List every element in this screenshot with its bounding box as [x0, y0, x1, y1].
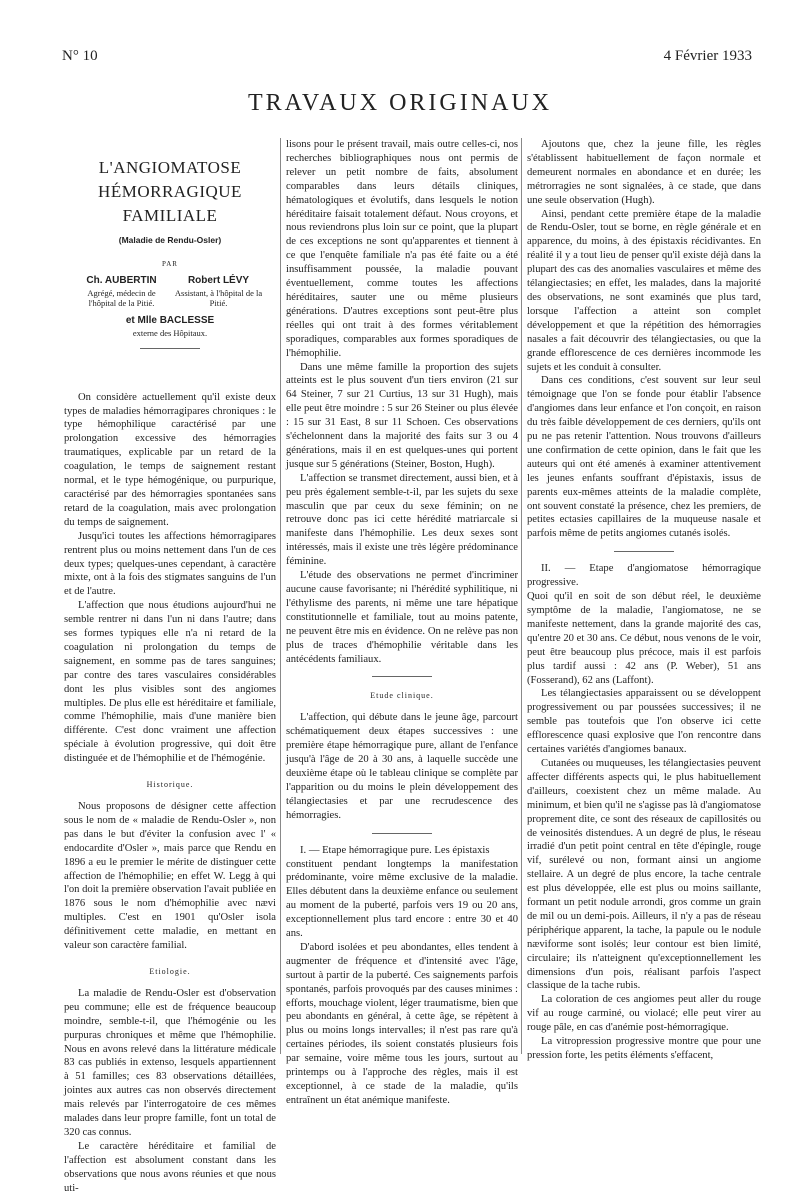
- page-header: [62, 48, 752, 68]
- paragraph: La maladie de Rendu-Osler est d'observation peu commune; elle est de fréquence beaucoup moindre, semble-t-il, que l'hémogénie ou les purpuras chroniques et même que l'hémophilie. Nous en avons relevé dans la littérature médicale 83 cas publiés in extenso, lesquels appartiennent à 51 familles; ces 83 observations détaillées, jointes aux autres cas non observés directement mais relevés par l'interrogatoire de ces mêmes malades dans leur propre famille, font un total de 320 cas connus.: [64, 987, 276, 1138]
- paragraph: On considère actuellement qu'il existe deux types de maladies hémorragipares chroniques : le type hémophilique caractérisé par une prolongation excessive des hémorragies traumatiques, explicable par un retard de la coagulation, le temps de saignement restant normal, et le type hémogénique, ou purpurique, caractérisé par des hémorragies spontanées sans retard de la coagulation, mais avec prolongation du temps de saignement.: [64, 391, 276, 528]
- paragraph: La coloration de ces angiomes peut aller du rouge vif au rouge carminé, ou violacé; elle peut virer au rouge pâle, en cas d'anémie post-hémorragique.: [527, 994, 761, 1034]
- section-heading: Etiologie.: [149, 966, 191, 976]
- paragraph: D'abord isolées et peu abondantes, elles tendent à augmenter de fréquence et d'intensité avec l'âge, surtout à partir de la puberté. Ces saignements parfois spontanés, parfois provoqués par des causes minimes : efforts, mouchage violent, léger traumatisme, bien que peu abondants en général, à cette âge, se répètent à plus ou moins longs intervalles; il n'est pas rare qu'à certaines périodes, ils soient constatés plusieurs fois par semaine, voire même tous les jours, surtout au printemps ou à l'approche des règles, mais il est exceptionnel, à ce stade de la maladie, qu'ils entraînent un état anémique manifeste.: [286, 941, 518, 1106]
- paragraph: L'affection que nous étudions aujourd'hui ne semble rentrer ni dans l'un ni dans l'autre; dans ses formes typiques elle n'a ni retard de la coagulation ni prolongation du temps de saignement, en somme pas de tares sanguines; par contre des tares vasculaires considérables dont les plus visibles sont des angiomes multiples. De plus elle est héréditaire et familiale, comme l'hémophilie, mais d'une manière bien différente. C'est donc vraiment une affection spéciale à évolution progressive, qui doit être distinguée et de l'hémophilie et de l'hémogénie.: [64, 600, 276, 765]
- paragraph: lisons pour le présent travail, mais outre celles-ci, nos recherches bibliographiques nous ont permis de relever un petit nombre de faits, absolument comparables dans leurs détails cliniques, hématologiques et évolutifs, dans lesquels le notion héréditaire faisait totalement défaut. Nous croyons, et nous reviendrons plus loin sur ce point, que la plupart de ces exceptions ne sont qu'apparentes et tiennent à ce que l'enquête familiale n'a pas été faite ou a été insuffisamment poussée, la maladie pouvant éventuellement, comme toutes les affections héréditaires, sauter une ou même plusieurs générations. D'autres exceptions sont peut-être plus réelles qui ont trait à des formes véritablement sporadiques, comparables aux formes sporadiques de l'hémophilie.: [286, 139, 518, 359]
- subsection-heading: II. — Etape d'angiomatose hémorragique progressive.: [527, 563, 761, 589]
- byline-par: PAR: [162, 259, 178, 268]
- column-3: [527, 138, 761, 1070]
- paragraph: Jusqu'ici toutes les affections hémorragipares rentrent plus ou moins nettement dans l'un de ces deux types; quelques-unes cependant, à caractère mixte, ont à la fois des stigmates sanguins de l'un et de l'autre.: [64, 530, 276, 598]
- article-subtitle: (Maladie de Rendu-Osler): [118, 235, 222, 245]
- author-affiliation: Assistant, à l'hôpital de la Pitié.: [174, 287, 263, 308]
- article-title-line: HÉMORRAGIQUE FAMILIALE: [98, 182, 242, 225]
- column-rule: [521, 138, 522, 1054]
- paragraph: L'affection, qui débute dans le jeune âge, parcourt schématiquement deux étapes successives : une première étape hémorragique pure, allant de l'enfance jusqu'à l'âge de 20 à 30 ans, à laquelle succède une deuxième étape où le tableau clinique se complète par l'apparition ou du moins le plein développement des télangiectasies et par une recrudescence des hémorragies.: [286, 712, 518, 821]
- article-title-line: L'ANGIOMATOSE: [98, 158, 242, 177]
- paragraph: La vitropression progressive montre que pour une pression forte, les petits éléments s'effacent,: [527, 1036, 761, 1061]
- paragraph: Ajoutons que, chez la jeune fille, les règles s'établissent habituellement de façon normale et demeurent normales en abondance et en durée; les métrorragies ne sont signalées, à ce stade, que dans une seule observation (Hugh).: [527, 139, 761, 206]
- paragraph: Dans ces conditions, c'est souvent sur leur seul témoignage que l'on se fonde pour établir l'absence d'angiomes dans leur enfance et l'on conçoit, en raison du très faible développement de ces derniers, qu'ils ont pu ne pas retenir l'attention. Nous trouvons d'ailleurs une confirmation de cette opinion, dans le fait que les auteurs qui ont été amenés à examiner attentivement les jeunes enfants souffrant d'épistaxis, issus de parents eux-mêmes atteints de la maladie complète, ont souvent constaté la présence, chez les premiers, de petites ectasies capillaires de la muqueuse nasale et parfois même de petits angiomes cutanés isolés.: [527, 375, 761, 540]
- title-rule: [140, 348, 200, 349]
- issue-number: N° 10: [62, 48, 98, 64]
- paragraph: Ainsi, pendant cette première étape de la maladie de Rendu-Osler, tout se borne, en règle générale et en apparence, du moins, à des épistaxis récidivantes. En réalité il y a tout lieu de penser qu'il existe déjà dans la plupart des cas des anomalies vasculaires et même des télangiectasies; en effet, les malades, dans la majorité des observations, ne sont examinés que plus tard, lorsque l'affection a atteint son complet développement et que la répétition des hémorragies nasales a fait découvrir des télangiectasies, ou que la grande efflorescence de ces dernières incommode les sujets et les conduit à consulter.: [527, 208, 761, 373]
- column-2: [286, 138, 518, 1106]
- paragraph: Le caractère héréditaire et familial de l'affection est absolument constant dans les observations que nous avons réunies et que nous uti-: [64, 1140, 276, 1194]
- author-2: [171, 274, 266, 308]
- authors: [64, 274, 276, 308]
- paragraph: Dans une même famille la proportion des sujets atteints est le plus souvent d'un tiers environ (21 sur 64 Steiner, 7 sur 21 Curtius, 13 sur 31 Hugh), mais elle peut être moindre : 5 sur 26 Steiner ou plus élevée : 15 sur 31 East, 8 sur 11 Schoen. Ces observations s'échelonnent dans la majorité des faits sur 3 ou 4 générations, mais il en est quelques-unes qui portent jusque sur 5 générations (Steiner, Boston, Hugh).: [286, 361, 518, 470]
- paragraph: constituent pendant longtemps la manifestation prédominante, voire même exclusive de la maladie. Elles débutent dans la deuxième enfance ou seulement au moment de la puberté, parfois vers 19 ou 20 ans, exceptionnellement plus tard encore : entre 30 et 40 ans.: [286, 858, 518, 940]
- section-rule: [372, 833, 432, 834]
- paragraph: Quoi qu'il en soit de son début réel, le deuxième symptôme de la maladie, l'angiomatose, ne se manifeste nettement, dans la grande majorité des cas, qu'entre 20 et 30 ans. Ce début, nous venons de le voir, peut être beaucoup plus précoce, mais il est parfois plus tardif aussi : 42 ans (P. Weber), 51 ans (Fosserand), 62 ans (Laffont).: [527, 591, 761, 686]
- paragraph: L'affection se transmet directement, aussi bien, et à peu près également semble-t-il, par les sujets du sexe masculin que par ceux du sexe féminin; on ne retrouve donc pas ici cette hérédité matriarcale si manifeste dans l'hémophilie. Les deux sexes sont intéressés, mais il existe une très légère prédominance féminine.: [286, 472, 518, 568]
- paragraph: Nous proposons de désigner cette affection sous le nom de « maladie de Rendu-Osler », non pas dans le but d'éviter la confusion avec l' « endocardite d'Osler », mais parce que Rendu en 1896 a eu le premier le mérite de distinguer cette affection de l'hémophilie; en effet W. Legg à qui l'on doit la première observation l'avait publiée en 1876 sous le nom d'hémophilie avec nævi multiples. C'est en 1901 qu'Osler isola définitivement cette maladie, en mettant en valeur son caractère familial.: [64, 801, 276, 952]
- paragraph: Les télangiectasies apparaissent ou se développent progressivement ou par poussées successives; il ne semble pas toutefois que l'on observe ici cette efflorescence quasi explosive que l'on rencontre dans certaines variétés d'angiomes banaux.: [527, 688, 761, 756]
- section-title: TRAVAUX ORIGINAUX: [247, 90, 553, 116]
- section-rule: [614, 551, 674, 552]
- section-rule: [372, 676, 432, 677]
- paragraph: Cutanées ou muqueuses, les télangiectasies peuvent affecter différents aspects qui, le plus habituellement d'ailleurs, coexistent chez un même malade. Au minimum, et bien qu'il ne s'agisse pas là d'angiomatose proprement dite, ce sont des réseaux de capillosités ou de veinosités distendues. A un degré de plus, le réseau irradié d'un petit point central en tête d'épingle, rouge vif, surélevé ou non, formant ainsi un angiome stellaire. A un degré de plus encore, la tache centrale est plus développée, elle est plus ou moins saillante, formant un petit nodule arrondi, gros comme un grain de mil ou un demi-pois. Ailleurs, il n'y a pas de réseau périphérique apparent, la tache, la papule ou le nodule næviforme sont isolés; leur contour est bien limité, circulaire; ils n'atteignent qu'exceptionnellement les dimensions d'un pois, réalisant parfois l'aspect classique de la tache rubis.: [527, 757, 761, 992]
- author-3: [64, 314, 276, 338]
- author-affiliation: externe des Hôpitaux.: [132, 327, 208, 338]
- column-1: [64, 138, 276, 1194]
- section-heading: Historique.: [146, 780, 194, 790]
- author-1: [74, 274, 169, 308]
- author-name: Robert LÉVY: [187, 274, 250, 286]
- author-name: Ch. AUBERTIN: [86, 274, 157, 286]
- column-rule: [280, 138, 281, 1054]
- issue-date: 4 Février 1933: [663, 48, 752, 64]
- section-heading: Etude clinique.: [370, 691, 434, 701]
- author-affiliation: Agrégé, médecin de l'hôpital de la Pitié.: [87, 287, 156, 308]
- subsection-heading: I. — Etape hémorragique pure. Les épistaxis: [300, 844, 490, 856]
- paragraph: L'étude des observations ne permet d'incriminer aucune cause favorisante; ni l'hérédité syphilitique, ni l'éthylisme des parents, ni même une tare hépatique constitutionnelle et familiale, tout au moins patente, ne peuvent être mis en évidence. On ne relève pas non plus de traces d'hémophilie véritable dans les antécédents familiaux.: [286, 570, 518, 665]
- article-title: [64, 156, 276, 228]
- author-name: et Mlle BACLESSE: [125, 314, 215, 326]
